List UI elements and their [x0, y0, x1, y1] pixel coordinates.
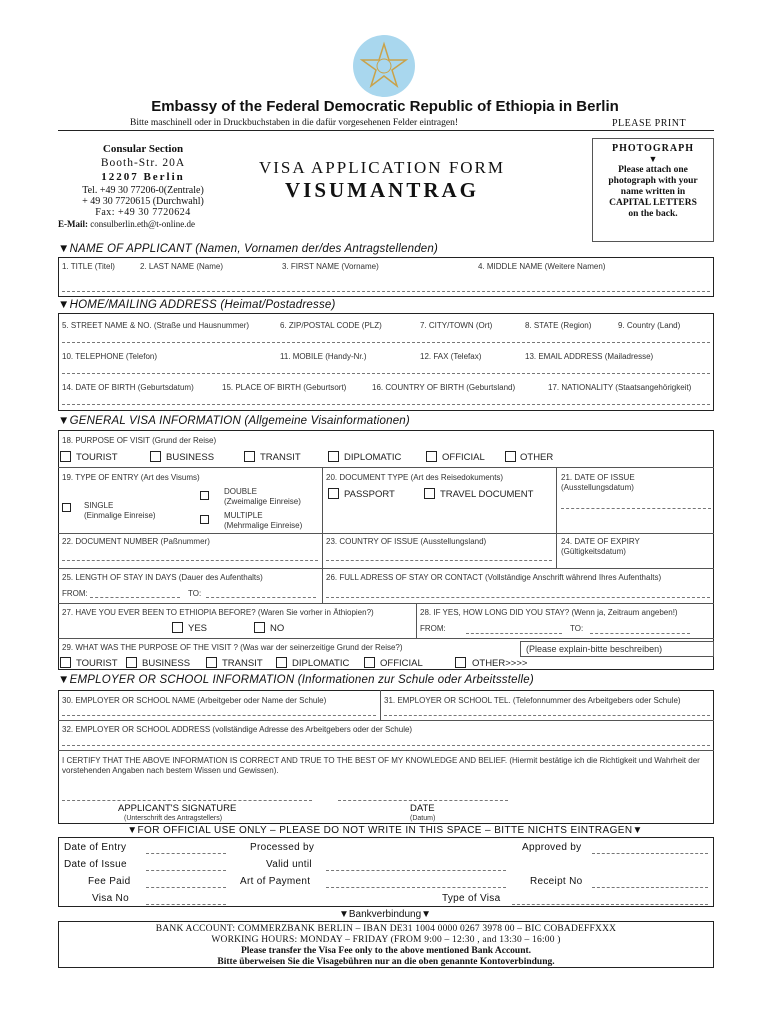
date-of-entry-label: Date of Entry — [64, 842, 127, 853]
embassy-emblem — [352, 34, 416, 98]
section-visa-heading: ▼GENERAL VISA INFORMATION (Allgemeine Visainformationen) — [58, 415, 410, 427]
middle-name-label: 4. MIDDLE NAME (Weitere Namen) — [478, 262, 606, 271]
employer-address-label: 32. EMPLOYER OR SCHOOL ADDRESS (vollständige Adresse des Arbeitgebers oder der Schule) — [62, 725, 413, 734]
zip-label: 6. ZIP/POSTAL CODE (PLZ) — [280, 321, 382, 330]
photo-box[interactable] — [592, 138, 714, 242]
visa-divider-2 — [58, 533, 714, 534]
street-label: 5. STREET NAME & NO. (Straße und Hausnummer) — [62, 321, 250, 330]
double-label: DOUBLE — [224, 487, 257, 496]
prev-business-label: BUSINESS — [142, 658, 191, 669]
double-checkbox[interactable] — [200, 491, 209, 500]
country-of-issue-label: 23. COUNTRY OF ISSUE (Ausstellungsland) — [326, 537, 487, 546]
photo-line-3: name written in — [620, 187, 686, 197]
name-input-line[interactable] — [62, 291, 710, 292]
document-type-label: 20. DOCUMENT TYPE (Art des Reisedokuments) — [326, 473, 504, 482]
employer-tel-label: 31. EMPLOYER OR SCHOOL TEL. (Telefonnummer des Arbeitgebers oder Schule) — [384, 696, 681, 705]
country-of-issue-line[interactable] — [326, 560, 552, 561]
employer-divider-1 — [58, 720, 714, 721]
please-print-label: PLEASE PRINT — [612, 118, 687, 129]
signature-de-label: (Unterschrift des Antragstellers) — [124, 815, 223, 822]
previous-to-label: TO: — [570, 624, 584, 633]
form-title-en: VISA APPLICATION FORM — [258, 158, 506, 177]
length-of-stay-label: 25. LENGTH OF STAY IN DAYS (Dauer des Aufenthalts) — [62, 573, 263, 582]
approved-by-label: Approved by — [522, 842, 582, 853]
art-of-payment-line[interactable] — [326, 887, 506, 888]
other-checkbox[interactable] — [505, 451, 516, 462]
yes-checkbox[interactable] — [172, 622, 183, 633]
address-line-3[interactable] — [62, 404, 710, 405]
last-name-label: 2. LAST NAME (Name) — [140, 262, 223, 271]
address-of-stay-line[interactable] — [326, 597, 710, 598]
fee-paid-label: Fee Paid — [88, 876, 131, 887]
employer-name-line[interactable] — [62, 715, 376, 716]
consular-street: Booth-Str. 20A — [100, 157, 186, 169]
address-line-1[interactable] — [62, 342, 710, 343]
date-de-label: (Datum) — [410, 815, 436, 822]
single-de-label: (Einmalige Einreise) — [84, 511, 156, 520]
prev-official-checkbox[interactable] — [364, 657, 375, 668]
visa-divider-1 — [58, 467, 714, 468]
date-of-entry-line[interactable] — [146, 853, 226, 854]
date-of-expiry-label: 24. DATE OF EXPIRY — [561, 537, 640, 546]
receipt-no-line[interactable] — [592, 887, 708, 888]
receipt-no-label: Receipt No — [530, 876, 583, 887]
visa-no-line[interactable] — [146, 904, 226, 905]
photo-line-1: Please attach one — [618, 165, 688, 175]
employer-divider-2 — [58, 750, 714, 751]
tourist-checkbox[interactable] — [60, 451, 71, 462]
multiple-checkbox[interactable] — [200, 515, 209, 524]
photo-arrow-icon: ▼ — [648, 154, 658, 164]
bank-heading: ▼Bankverbindung▼ — [338, 909, 432, 920]
multiple-label: MULTIPLE — [224, 511, 263, 520]
email-label: E-Mail: — [58, 219, 88, 229]
title-label: 1. TITLE (Titel) — [62, 262, 115, 271]
prev-other-label: OTHER>>>> — [472, 658, 528, 669]
visa-divider-5 — [58, 638, 714, 639]
header-divider — [58, 130, 714, 131]
prev-diplomatic-checkbox[interactable] — [276, 657, 287, 668]
pob-label: 15. PLACE OF BIRTH (Geburtsort) — [222, 383, 347, 392]
consular-email[interactable]: consulberlin.eth@t-online.de — [90, 219, 196, 229]
state-label: 8. STATE (Region) — [525, 321, 592, 330]
dob-label: 14. DATE OF BIRTH (Geburtsdatum) — [62, 383, 194, 392]
prev-official-label: OFFICIAL — [380, 658, 423, 669]
official-use-heading: ▼FOR OFFICIAL USE ONLY – PLEASE DO NOT WRITE IN THIS SPACE – BITTE NICHTS EINTRAGEN▼ — [127, 825, 643, 836]
consular-tel2: + 49 30 7720615 (Durchwahl) — [82, 196, 204, 207]
diplomatic-checkbox[interactable] — [328, 451, 339, 462]
previous-purpose-label: 29. WHAT WAS THE PURPOSE OF THE VISIT ? (Was war der seinerzeitige Grund der Reise?) — [62, 643, 403, 652]
document-number-line[interactable] — [62, 560, 318, 561]
entry-type-label: 19. TYPE OF ENTRY (Art des Visums) — [62, 473, 200, 482]
date-of-issue-office-label: Date of Issue — [64, 859, 127, 870]
yes-label: YES — [188, 623, 208, 634]
fax-label: 12. FAX (Telefax) — [420, 352, 482, 361]
consular-address — [58, 143, 228, 229]
consular-city: 12207 Berlin — [101, 171, 185, 183]
explain-label: (Please explain-bitte beschreiben) — [526, 644, 663, 654]
purpose-label: 18. PURPOSE OF VISIT (Grund der Reise) — [62, 436, 217, 445]
transfer-note-de: Bitte überweisen Sie die Visagebühren nur an die oben genannte Kontoverbindung. — [217, 957, 555, 967]
stay-from-label: FROM: — [62, 589, 88, 598]
section-name-heading: ▼NAME OF APPLICANT (Namen, Vornamen der/des Antragstellenden) — [58, 243, 439, 255]
approved-by-line[interactable] — [592, 853, 708, 854]
date-of-expiry-de-label: (Gültigkeitsdatum) — [561, 547, 626, 556]
document-number-label: 22. DOCUMENT NUMBER (Paßnummer) — [62, 537, 210, 546]
passport-checkbox[interactable] — [328, 488, 339, 499]
section-address-heading: ▼HOME/MAILING ADDRESS (Heimat/Postadresse) — [58, 299, 336, 311]
previous-from-line[interactable] — [466, 633, 562, 634]
photo-line-2: photograph with your — [608, 176, 698, 186]
other-label: OTHER — [520, 452, 554, 463]
official-use-box — [58, 837, 714, 907]
date-of-issue-de-label: (Ausstellungsdatum) — [561, 483, 634, 492]
official-label: OFFICIAL — [442, 452, 485, 463]
prev-diplomatic-label: DIPLOMATIC — [292, 658, 350, 669]
date-of-issue-office-line[interactable] — [146, 870, 226, 871]
country-label: 9. Country (Land) — [618, 321, 681, 330]
prev-transit-label: TRANSIT — [222, 658, 263, 669]
visa-vdiv-4 — [322, 568, 323, 603]
prev-business-checkbox[interactable] — [126, 657, 137, 668]
no-checkbox[interactable] — [254, 622, 265, 633]
business-checkbox[interactable] — [150, 451, 161, 462]
address-line-2[interactable] — [62, 373, 710, 374]
cob-label: 16. COUNTRY OF BIRTH (Geburtsland) — [372, 383, 516, 392]
visa-vdiv-3 — [322, 533, 323, 568]
prev-tourist-label: TOURIST — [76, 658, 118, 669]
stay-from-line[interactable] — [90, 597, 180, 598]
how-long-label: 28. IF YES, HOW LONG DID YOU STAY? (Wenn ja, Zeitraum angeben!) — [420, 608, 678, 617]
date-of-issue-label: 21. DATE OF ISSUE — [561, 473, 635, 482]
processed-by-label: Processed by — [250, 842, 315, 853]
business-label: BUSINESS — [166, 452, 215, 463]
transfer-note-en: Please transfer the Visa Fee only to the above mentioned Bank Account. — [240, 946, 532, 956]
employer-name-label: 30. EMPLOYER OR SCHOOL NAME (Arbeitgeber oder Name der Schule) — [62, 696, 327, 705]
print-instruction: Bitte maschinell oder in Druckbuchstaben in die dafür vorgesehenen Felder eintragen! — [130, 118, 458, 128]
certification-text: I CERTIFY THAT THE ABOVE INFORMATION IS CORRECT AND TRUE TO THE BEST OF MY KNOWLEDGE AND BELIEF. (Hiermit bestätige ich die Richtigkeit und Wahrheit der vorstehenden Angaben nach bestem Wissen und Gewissen). — [62, 756, 700, 775]
employer-vdiv — [380, 690, 381, 720]
first-name-label: 3. FIRST NAME (Vorname) — [282, 262, 379, 271]
stay-to-label: TO: — [188, 589, 202, 598]
date-label: DATE — [410, 803, 435, 814]
email-address-label: 13. EMAIL ADDRESS (Mailadresse) — [525, 352, 654, 361]
prev-tourist-checkbox[interactable] — [60, 657, 71, 668]
photo-title: PHOTOGRAPH — [611, 143, 695, 154]
passport-label: PASSPORT — [344, 489, 395, 500]
mobile-label: 11. MOBILE (Handy-Nr.) — [280, 352, 367, 361]
visa-vdiv-5 — [416, 603, 417, 638]
transit-checkbox[interactable] — [244, 451, 255, 462]
previous-from-label: FROM: — [420, 624, 446, 633]
tourist-label: TOURIST — [76, 452, 118, 463]
diplomatic-label: DIPLOMATIC — [344, 452, 402, 463]
prev-transit-checkbox[interactable] — [206, 657, 217, 668]
consular-tel: Tel. +49 30 77206-0(Zentrale) — [82, 185, 204, 196]
ethiopia-before-label: 27. HAVE YOU EVER BEEN TO ETHIOPIA BEFORE? (Waren Sie vorher in Äthiopien?) — [62, 608, 374, 617]
telephone-label: 10. TELEPHONE (Telefon) — [62, 352, 158, 361]
employer-tel-line[interactable] — [384, 715, 710, 716]
previous-to-line[interactable] — [590, 633, 690, 634]
travel-document-label: TRAVEL DOCUMENT — [440, 489, 534, 500]
official-checkbox[interactable] — [426, 451, 437, 462]
visa-vdiv-1 — [322, 467, 323, 533]
type-of-visa-line[interactable] — [512, 904, 708, 905]
single-checkbox[interactable] — [62, 503, 71, 512]
form-title-de: VISUMANTRAG — [284, 178, 479, 202]
signature-line[interactable] — [62, 800, 312, 801]
date-line[interactable] — [338, 800, 508, 801]
signature-label: APPLICANT'S SIGNATURE — [118, 803, 237, 814]
multiple-de-label: (Mehrmalige Einreise) — [224, 521, 303, 530]
date-of-issue-line[interactable] — [561, 508, 711, 509]
photo-line-4: CAPITAL LETTERS — [609, 198, 697, 208]
city-label: 7. CITY/TOWN (Ort) — [420, 321, 493, 330]
art-of-payment-label: Art of Payment — [240, 876, 311, 887]
travel-document-checkbox[interactable] — [424, 488, 435, 499]
stay-to-line[interactable] — [206, 597, 316, 598]
visa-divider-4 — [58, 603, 714, 604]
bank-account: BANK ACCOUNT: COMMERZBANK BERLIN – IBAN DE31 1004 0000 0267 3978 00 – BIC COBADEFFXXX — [155, 924, 617, 934]
fee-paid-line[interactable] — [146, 887, 226, 888]
no-label: NO — [270, 623, 285, 634]
working-hours: WORKING HOURS: MONDAY – FRIDAY (FROM 9:00 – 12:30 , and 13:30 – 16:00 ) — [211, 935, 561, 945]
address-of-stay-label: 26. FULL ADRESS OF STAY OR CONTACT (Vollständige Anschrift während Ihres Aufenthalts) — [326, 573, 662, 582]
visa-vdiv-2 — [556, 467, 557, 568]
consular-section: Consular Section — [102, 143, 184, 155]
type-of-visa-label: Type of Visa — [442, 893, 501, 904]
single-label: SINGLE — [84, 501, 114, 510]
double-de-label: (Zweimalige Einreise) — [224, 497, 301, 506]
nationality-label: 17. NATIONALITY (Staatsangehörigkeit) — [548, 383, 692, 392]
prev-other-checkbox[interactable] — [455, 657, 466, 668]
valid-until-label: Valid until — [266, 859, 312, 870]
section-employer-heading: ▼EMPLOYER OR SCHOOL INFORMATION (Informationen zur Schule oder Arbeitsstelle) — [58, 674, 534, 686]
visa-no-label: Visa No — [92, 893, 129, 904]
embassy-title: Embassy of the Federal Democratic Republic of Ethiopia in Berlin — [151, 98, 619, 115]
photo-line-5: on the back. — [628, 209, 678, 219]
employer-address-line[interactable] — [62, 745, 710, 746]
visa-divider-3 — [58, 568, 714, 569]
consular-fax: Fax: +49 30 7720624 — [95, 207, 191, 218]
valid-until-line[interactable] — [326, 870, 506, 871]
transit-label: TRANSIT — [260, 452, 301, 463]
